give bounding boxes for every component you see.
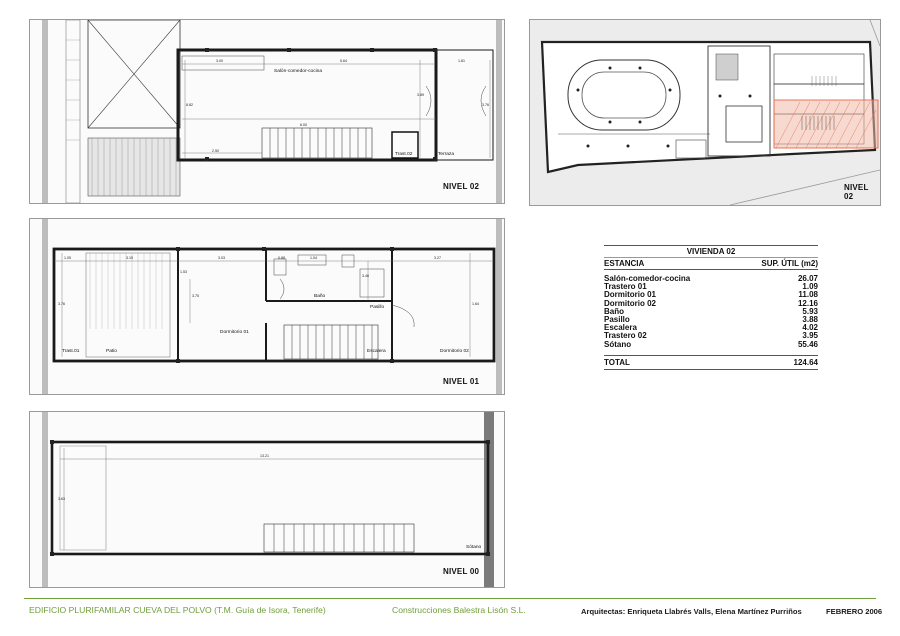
plan-nivel-01-drawing [30, 219, 504, 394]
basement-walls [52, 442, 488, 554]
dim-label: 1.64 [472, 302, 479, 306]
table-row [604, 341, 818, 349]
stair [262, 128, 372, 158]
room-label-sotano: Sótano [466, 545, 482, 550]
dim-label: 3.03 [218, 256, 225, 260]
plan-title: NIVEL 02 [443, 182, 480, 191]
area-table [604, 245, 818, 370]
row-value: 5.93 [802, 306, 818, 316]
row-name: Salón-comedor-cocina [604, 274, 691, 283]
row-name: Dormitorio 01 [604, 290, 657, 300]
column-header-estancia: ESTANCIA [604, 259, 645, 268]
party-wall [42, 412, 48, 587]
footer-project-title: EDIFICIO PLURIFAMILAR CUEVA DEL POLVO (T.M. Guía de Isora, Tenerife) [29, 605, 326, 615]
row-name: Pasillo [604, 315, 630, 325]
kitchen-counter [182, 56, 264, 70]
table-header [604, 245, 818, 270]
table-total-row [604, 355, 818, 370]
row-value: 1.09 [802, 282, 818, 292]
total-value: 124.64 [793, 357, 818, 367]
dim-label: 3.46 [362, 274, 369, 278]
plan-title: NIVEL 00 [443, 567, 480, 576]
row-name: Escalera [604, 323, 637, 333]
plan-nivel-02 [29, 19, 505, 204]
footer-architects: Arquitectas: Enriqueta Llabrés Valls, Elena Martínez Purriños [581, 607, 802, 616]
dim-label: 1.04 [310, 256, 317, 260]
dwelling-walls [178, 50, 436, 160]
dim-label: 13.21 [260, 454, 269, 458]
dim-label: 1.05 [64, 256, 71, 260]
row-name: Baño [604, 306, 624, 316]
room-label-dormitorio-01: Dormitorio 01 [220, 330, 249, 335]
dim-label: 3.89 [417, 93, 424, 97]
room-label-terraza: Terraza [438, 152, 454, 157]
room-label-dormitorio-02: Dormitorio 02 [440, 349, 469, 354]
dim-label: 1.53 [180, 270, 187, 274]
room-label-pasillo: Pasillo [370, 305, 385, 310]
total-label: TOTAL [604, 357, 630, 367]
plan-nivel-02-drawing [30, 20, 504, 203]
row-value: 4.02 [802, 323, 818, 333]
plan-title: NIVEL 01 [443, 377, 480, 386]
dim-label: 3.76 [58, 302, 65, 306]
table-row [604, 308, 818, 316]
dim-label: 3.00 [216, 59, 223, 63]
row-name: Sótano [604, 339, 632, 349]
row-value: 3.88 [802, 315, 818, 325]
row-name: Dormitorio 02 [604, 298, 657, 308]
room-label-salon: Salón-comedor-cocina [274, 69, 322, 74]
dim-label: 3.15 [126, 256, 133, 260]
table-rows [604, 270, 818, 349]
table-column-headers [604, 258, 818, 269]
dim-label: 3.27 [434, 256, 441, 260]
row-value: 12.16 [797, 298, 818, 308]
table-row [604, 332, 818, 340]
row-name: Trastero 02 [604, 331, 647, 341]
dim-label: 2.50 [212, 149, 219, 153]
row-value: 26.07 [797, 274, 818, 283]
room-label-trastero-01: Trast.01 [62, 349, 80, 354]
site-plan-drawing [530, 20, 880, 205]
plan-nivel-00-drawing [30, 412, 504, 587]
room-label-bano: Baño [314, 294, 326, 299]
row-value: 55.46 [797, 339, 818, 349]
footer-divider [24, 598, 876, 599]
footer-company: Construcciones Balestra Lisón S.L. [392, 605, 526, 615]
room-label-patio: Patio [106, 349, 117, 354]
dim-label: 1.81 [458, 59, 465, 63]
party-wall [496, 219, 502, 394]
dim-label: 3.75 [192, 294, 199, 298]
room-label-escalera: Escalera [367, 349, 386, 354]
stair [264, 524, 414, 552]
party-wall [42, 20, 48, 203]
dim-label: 0.88 [278, 256, 285, 260]
row-name: Trastero 01 [604, 282, 647, 292]
room-label-trastero-02: Trast.02 [395, 152, 413, 157]
row-value: 3.95 [802, 331, 818, 341]
plan-title: NIVEL 02 [844, 183, 869, 201]
row-value: 11.08 [798, 290, 818, 300]
dim-label: 3.76 [482, 103, 489, 107]
patio [86, 253, 170, 357]
plan-site [529, 19, 881, 206]
table-row [604, 300, 818, 308]
column-header-superficie: SUP. ÚTIL (m2) [761, 259, 818, 268]
table-title: VIVIENDA 02 [604, 246, 818, 258]
plan-nivel-01 [29, 218, 505, 395]
dim-label: 3.63 [58, 497, 65, 501]
dim-label: 5.64 [340, 59, 347, 63]
dim-label: 6.00 [300, 123, 307, 127]
party-wall [496, 20, 502, 203]
plan-nivel-00 [29, 411, 505, 588]
party-wall [42, 219, 48, 394]
dim-label: 8.82 [186, 103, 193, 107]
footer-date: FEBRERO 2006 [826, 607, 883, 616]
